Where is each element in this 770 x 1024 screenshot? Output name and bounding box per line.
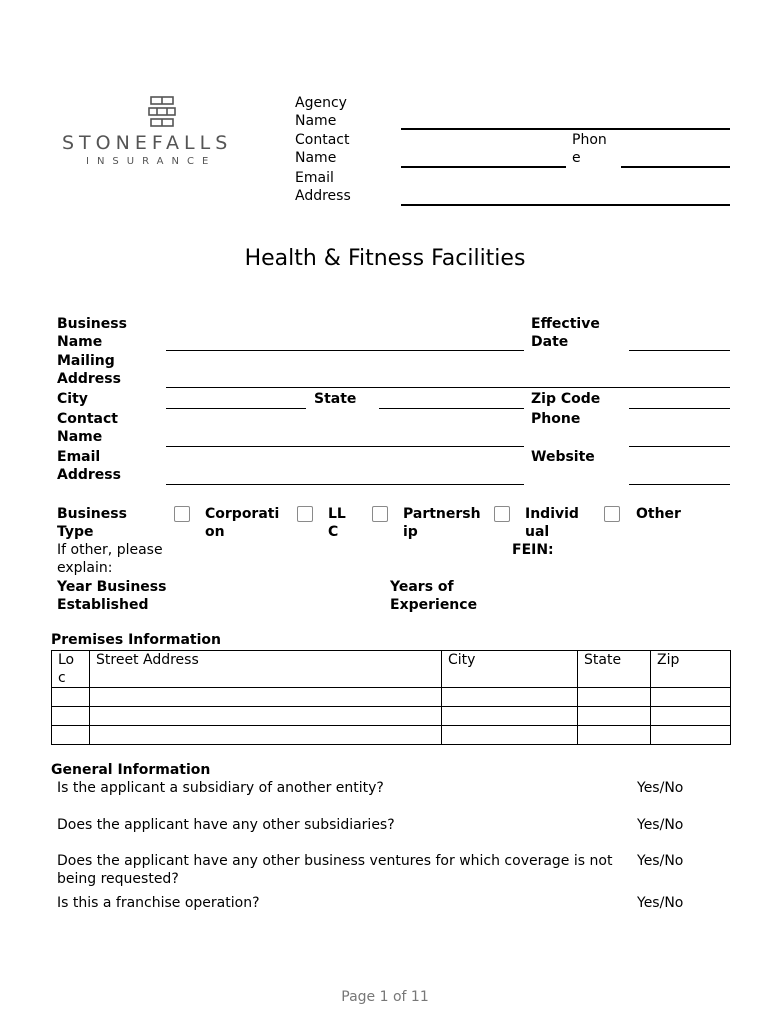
corporation-checkbox[interactable]	[174, 506, 190, 522]
website-field[interactable]	[629, 484, 730, 485]
city-field[interactable]	[166, 408, 306, 409]
partnership-label: Partnership	[403, 506, 481, 540]
table-cell[interactable]	[578, 688, 651, 707]
year-established-label: Year Business Established	[57, 579, 167, 613]
table-cell[interactable]	[90, 707, 442, 726]
answer-other-ventures[interactable]: Yes/No	[637, 853, 684, 869]
table-cell[interactable]	[578, 726, 651, 745]
zip-code-label: Zip Code	[531, 391, 601, 407]
col-street-address: Street Address	[90, 651, 442, 688]
agency-name-label: Agency Name	[295, 95, 347, 129]
llc-checkbox[interactable]	[297, 506, 313, 522]
phone-field[interactable]	[629, 446, 730, 447]
col-state: State	[578, 651, 651, 688]
effective-date-field[interactable]	[629, 350, 730, 351]
brick-logo-icon	[148, 96, 176, 128]
email-address-field[interactable]	[166, 484, 524, 485]
header-phone-field[interactable]	[621, 166, 730, 168]
col-city: City	[442, 651, 578, 688]
table-cell[interactable]	[442, 726, 578, 745]
page-title: Health & Fitness Facilities	[244, 246, 526, 271]
question-subsidiary: Is the applicant a subsidiary of another entity?	[57, 780, 384, 796]
table-cell[interactable]	[651, 707, 731, 726]
table-cell[interactable]	[651, 688, 731, 707]
table-cell[interactable]	[52, 707, 90, 726]
table-cell[interactable]	[52, 688, 90, 707]
state-label: State	[314, 391, 357, 407]
question-franchise: Is this a franchise operation?	[57, 895, 260, 911]
other-label: Other	[636, 506, 681, 522]
zip-code-field[interactable]	[629, 408, 730, 409]
logo-wordmark: STONEFALLS	[62, 132, 233, 154]
premises-table	[51, 650, 731, 745]
general-heading: General Information	[51, 762, 211, 778]
mailing-address-field[interactable]	[166, 387, 730, 388]
fein-label: FEIN:	[512, 542, 554, 558]
llc-label: LLC	[328, 506, 346, 540]
col-zip: Zip	[651, 651, 731, 688]
header-contact-name-label: Contact Name	[295, 132, 350, 166]
city-label: City	[57, 391, 88, 407]
email-address-label: Email Address	[57, 449, 121, 483]
business-name-label: Business Name	[57, 316, 127, 350]
answer-other-subsidiaries[interactable]: Yes/No	[637, 817, 684, 833]
corporation-label: Corporation	[205, 506, 280, 540]
table-row	[52, 688, 731, 707]
table-cell[interactable]	[442, 707, 578, 726]
premises-heading: Premises Information	[51, 632, 221, 648]
other-checkbox[interactable]	[604, 506, 620, 522]
header-email-label: Email Address	[295, 170, 351, 204]
header-email-field[interactable]	[401, 204, 730, 206]
header-contact-name-field[interactable]	[401, 166, 566, 168]
table-cell[interactable]	[90, 726, 442, 745]
question-other-subsidiaries: Does the applicant have any other subsidiaries?	[57, 817, 395, 833]
business-type-label: Business Type	[57, 506, 127, 540]
col-loc: Loc	[52, 651, 90, 688]
effective-date-label: Effective Date	[531, 316, 600, 350]
state-field[interactable]	[379, 408, 524, 409]
table-cell[interactable]	[52, 726, 90, 745]
individual-label: Individual	[525, 506, 579, 540]
table-cell[interactable]	[651, 726, 731, 745]
mailing-address-label: Mailing Address	[57, 353, 121, 387]
partnership-checkbox[interactable]	[372, 506, 388, 522]
header-phone-label: Phone	[572, 132, 607, 166]
question-other-ventures: Does the applicant have any other business ventures for which coverage is not being requested?	[57, 853, 613, 887]
contact-name-label: Contact Name	[57, 411, 118, 445]
table-row	[52, 726, 731, 745]
agency-name-field[interactable]	[401, 128, 730, 130]
other-explain-label: If other, please explain:	[57, 542, 163, 576]
premises-header-row	[52, 651, 731, 688]
answer-franchise[interactable]: Yes/No	[637, 895, 684, 911]
contact-name-field[interactable]	[166, 446, 524, 447]
logo-subtitle: INSURANCE	[86, 156, 217, 167]
table-cell[interactable]	[578, 707, 651, 726]
table-row	[52, 707, 731, 726]
website-label: Website	[531, 449, 595, 465]
phone-label: Phone	[531, 411, 581, 427]
table-cell[interactable]	[90, 688, 442, 707]
individual-checkbox[interactable]	[494, 506, 510, 522]
years-experience-label: Years of Experience	[390, 579, 478, 613]
answer-subsidiary[interactable]: Yes/No	[637, 780, 684, 796]
business-name-field[interactable]	[166, 350, 524, 351]
table-cell[interactable]	[442, 688, 578, 707]
page-number: Page 1 of 11	[341, 989, 429, 1005]
